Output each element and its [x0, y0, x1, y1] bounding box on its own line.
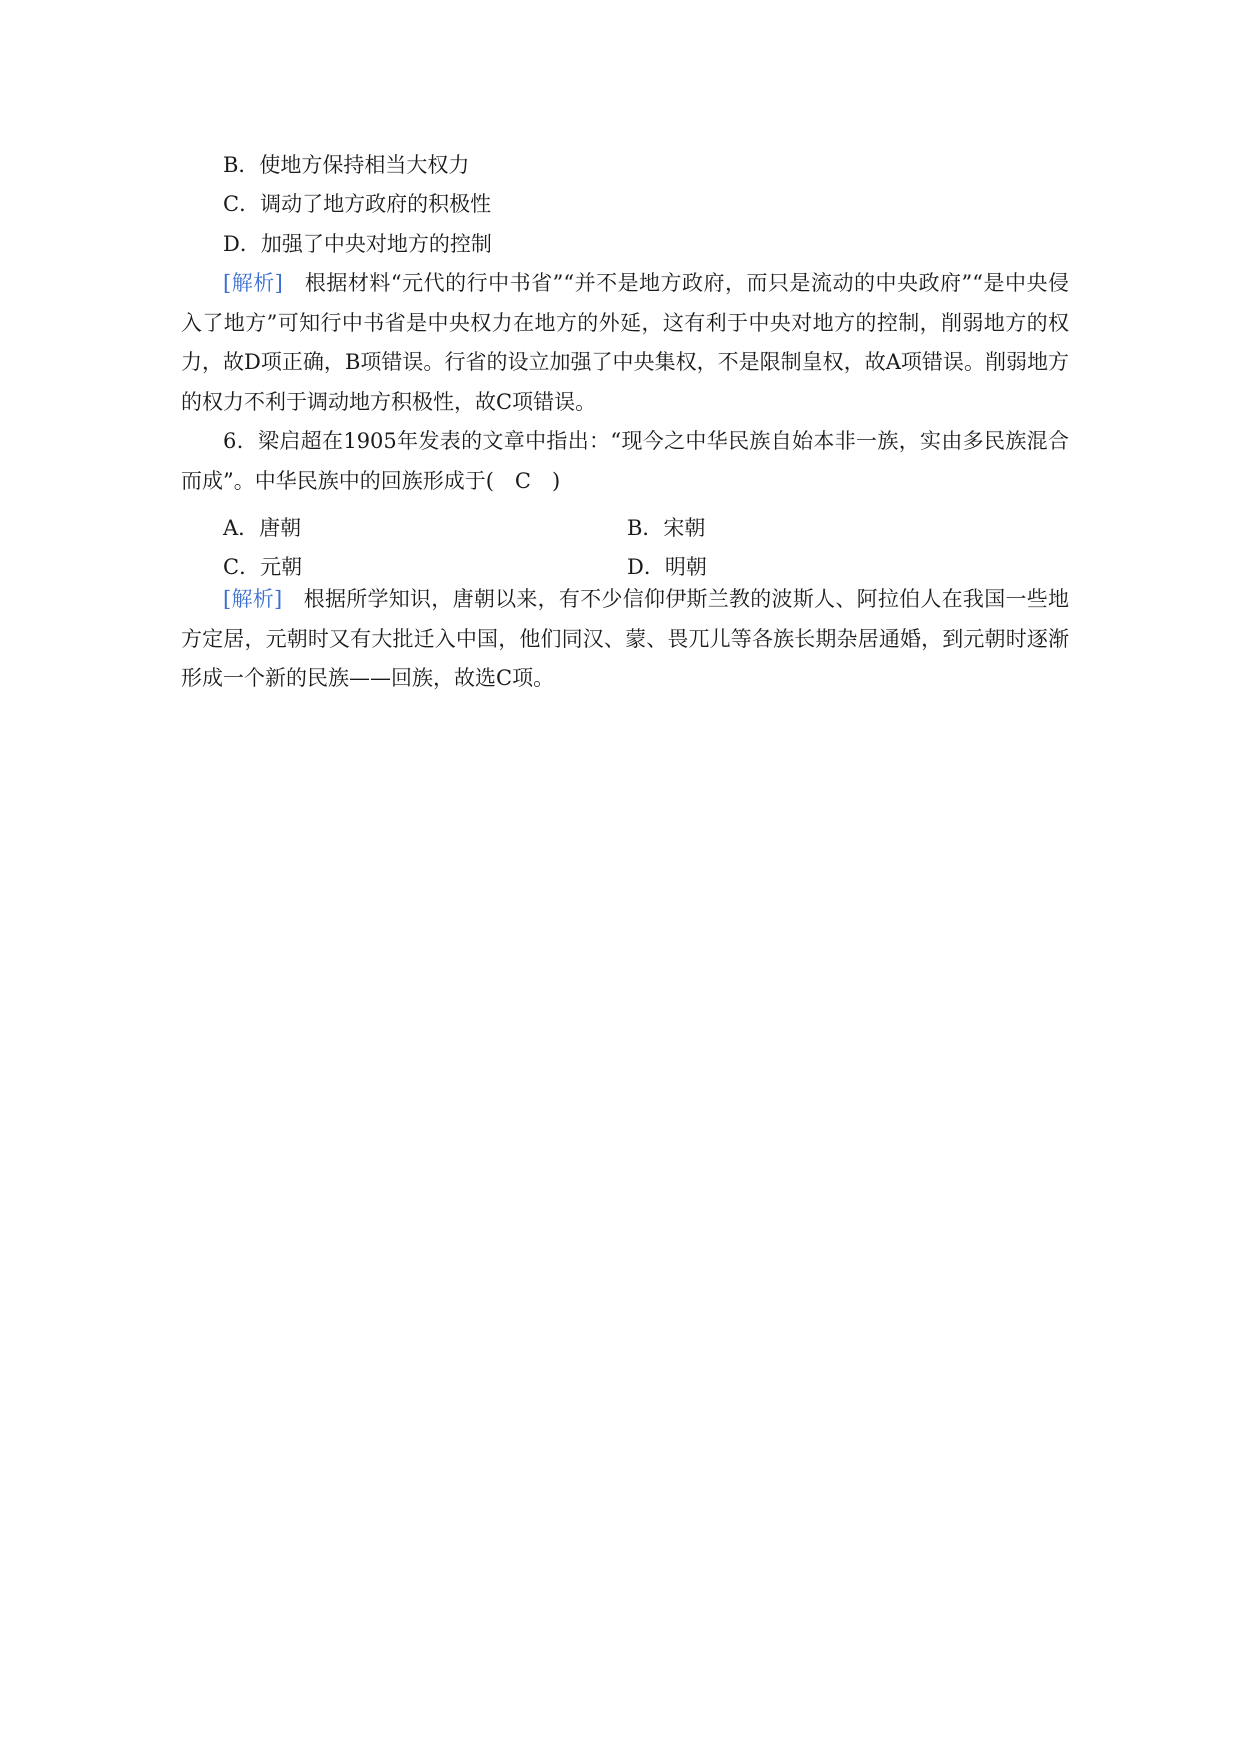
- q6-option-d: D．明朝: [627, 555, 707, 579]
- q6-option-c: C．元朝: [223, 555, 303, 579]
- analysis-tag: [解析]: [223, 587, 283, 611]
- q6-analysis: [181, 580, 1069, 699]
- q6-option-a: A．唐朝: [223, 516, 302, 540]
- q6-option-b: B．宋朝: [627, 516, 706, 540]
- analysis-tag: [解析]: [223, 271, 283, 295]
- q5-option-c: C．调动了地方政府的积极性: [223, 192, 492, 216]
- q5-option-b: B．使地方保持相当大权力: [223, 153, 470, 177]
- analysis-text: 根据所学知识，唐朝以来，有不少信仰伊斯兰教的波斯人、阿拉伯人在我国一些地方定居，元朝时又有大批迁入中国，他们同汉、蒙、畏兀儿等各族长期杂居通婚，到元朝时逐渐形成一个新的民族——回族，故选C项。: [181, 587, 1069, 690]
- q6-stem: 6．梁启超在1905年发表的文章中指出：“现今之中华民族自始本非一族，实由多民族混合而成”。中华民族中的回族形成于( C ): [181, 429, 1069, 493]
- q5-option-d: D．加强了中央对地方的控制: [223, 232, 492, 256]
- q5-analysis: [181, 264, 1069, 422]
- analysis-text: 根据材料“元代的行中书省”“并不是地方政府，而只是流动的中央政府”“是中央侵入了地方”可知行中书省是中央权力在地方的外延，这有利于中央对地方的控制，削弱地方的权力，故D项正确，B项错误。行省的设立加强了中央集权，不是限制皇权，故A项错误。削弱地方的权力不利于调动地方积极性，故C项错误。: [181, 271, 1069, 414]
